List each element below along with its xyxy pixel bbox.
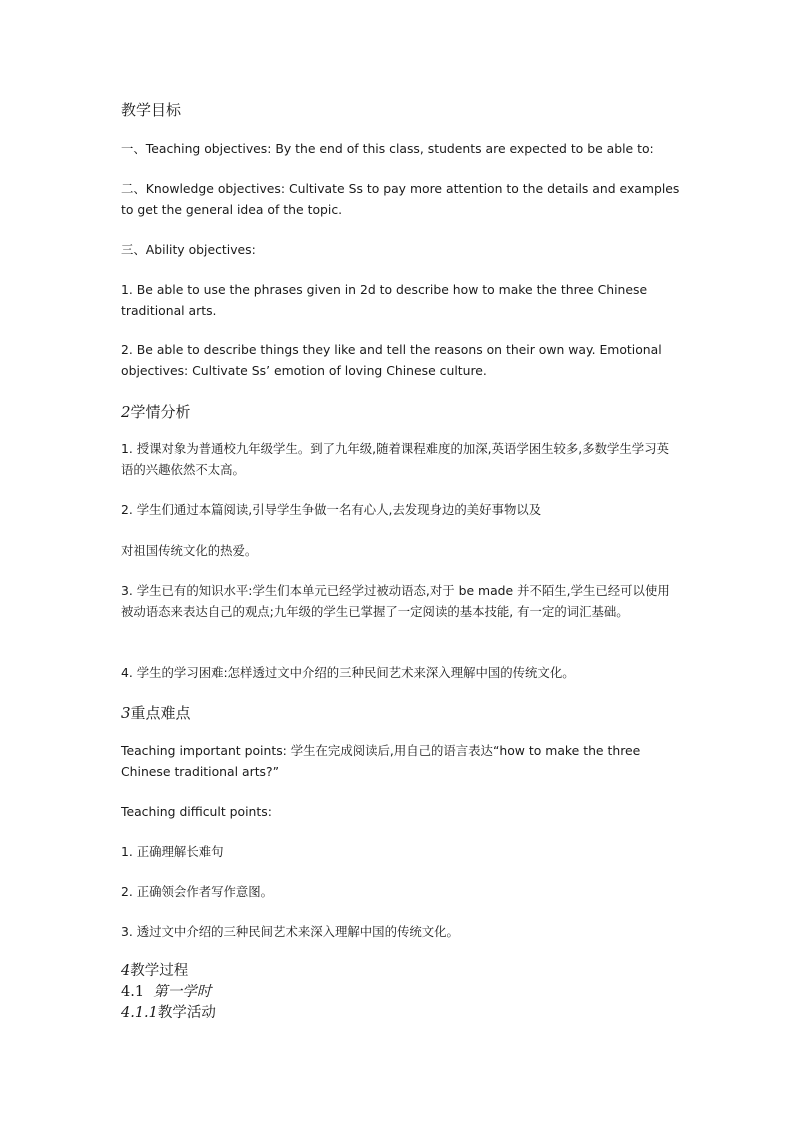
difficult-point-2: 2. 正确领会作者写作意图。 — [121, 884, 274, 899]
learner-analysis-2-cont: 对祖国传统文化的热爱。 — [121, 543, 258, 558]
subsection-4-1-1-title: 教学活动 — [157, 1005, 216, 1021]
subsection-4-1-number: 4.1 — [121, 984, 145, 1000]
teaching-objectives: 一、Teaching objectives: By the end of this class, students are expected to be able to: — [121, 141, 654, 156]
learner-analysis-3: 3. 学生已有的知识水平:学生们本单元已经学过被动语态,对于 be made 并不陌生,学生已经可以使用被动语态来表达自己的观点;九年级的学生已掌握了一定阅读的基本技能, 有一定的词汇基础。 — [121, 583, 670, 619]
subsection-4-1-1-number: 4.1.1 — [121, 1005, 158, 1021]
section-4-title: 教学过程 — [130, 963, 189, 979]
section-2-heading — [121, 401, 681, 422]
subsection-4-1-1-heading — [121, 1003, 681, 1023]
subsection-4-1-title: 第一学时 — [153, 984, 212, 1000]
section-2-title: 学情分析 — [130, 403, 191, 421]
learner-analysis-1: 1. 授课对象为普通校九年级学生。到了九年级,随着课程难度的加深,英语学困生较多,多数学生学习英语的兴趣依然不太高。 — [121, 441, 669, 477]
section-3-title: 重点难点 — [130, 704, 191, 722]
section-2-number: 2 — [121, 403, 131, 421]
section-4-heading — [121, 961, 681, 981]
knowledge-objectives: 二、Knowledge objectives: Cultivate Ss to pay more attention to the details and examples to get the general idea of the topic. — [121, 181, 680, 217]
difficult-point-1: 1. 正确理解长难句 — [121, 844, 224, 859]
section-3-number: 3 — [121, 704, 131, 722]
section-3-heading — [121, 702, 681, 723]
section-4-number: 4 — [121, 963, 131, 979]
ability-item-2: 2. Be able to describe things they like and tell the reasons on their own way. Emotional objectives: Cultivate Ss’ emotion of loving Chinese culture. — [121, 342, 662, 378]
learner-analysis-4: 4. 学生的学习困难:怎样透过文中介绍的三种民间艺术来深入理解中国的传统文化。 — [121, 665, 575, 680]
page-title: 教学目标 — [121, 101, 182, 119]
important-points: Teaching important points: 学生在完成阅读后,用自己的语言表达“how to make the three Chinese traditional arts?” — [121, 743, 641, 779]
learner-analysis-2: 2. 学生们通过本篇阅读,引导学生争做一名有心人,去发现身边的美好事物以及 — [121, 502, 542, 517]
difficult-point-3: 3. 透过文中介绍的三种民间艺术来深入理解中国的传统文化。 — [121, 924, 459, 939]
subsection-4-1-heading — [121, 982, 681, 1002]
ability-item-1: 1. Be able to use the phrases given in 2d to describe how to make the three Chinese traditional arts. — [121, 282, 648, 318]
ability-objectives-heading: 三、Ability objectives: — [121, 242, 256, 257]
difficult-points-heading: Teaching difficult points: — [121, 804, 272, 819]
